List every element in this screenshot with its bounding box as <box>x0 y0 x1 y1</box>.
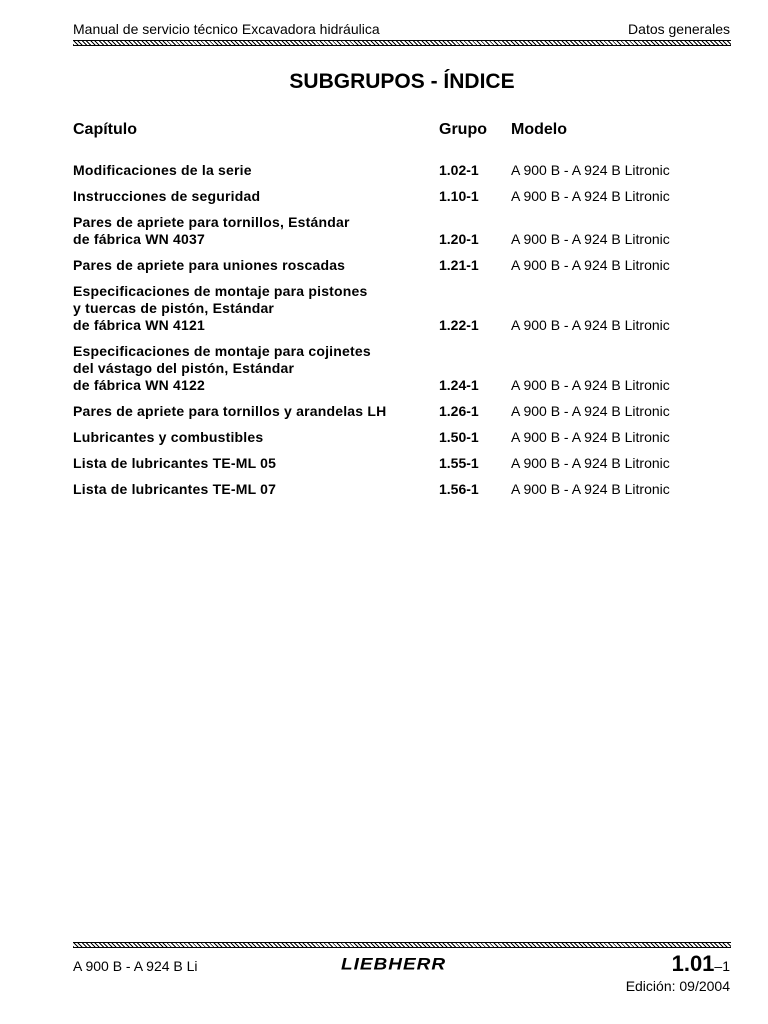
model-range: A 900 B - A 924 B Litronic <box>511 455 670 471</box>
page-number-main: 1.01 <box>671 951 715 976</box>
liebherr-logo <box>341 955 463 977</box>
chapter-title <box>73 214 350 248</box>
group-number: 1.02-1 <box>439 162 479 178</box>
group-number: 1.21-1 <box>439 257 479 273</box>
chapter-title <box>73 481 276 498</box>
liebherr-logo-icon <box>341 955 463 972</box>
model-range: A 900 B - A 924 B Litronic <box>511 481 670 497</box>
chapter-title <box>73 455 276 472</box>
chapter-title-line: Instrucciones de seguridad <box>73 188 261 204</box>
group-number: 1.55-1 <box>439 455 479 471</box>
chapter-title <box>73 403 386 420</box>
edition-date: Edición: 09/2004 <box>625 978 730 994</box>
chapter-title-line: Pares de apriete para tornillos y arandelas LH <box>73 403 387 419</box>
chapter-title-line: Lubricantes y combustibles <box>73 429 264 445</box>
group-number: 1.22-1 <box>439 317 479 333</box>
page-number <box>672 951 730 977</box>
model-range: A 900 B - A 924 B Litronic <box>511 377 670 393</box>
chapter-title <box>73 162 252 179</box>
group-number: 1.10-1 <box>439 188 479 204</box>
chapter-title <box>73 188 260 205</box>
page-number-sub: –1 <box>714 958 730 974</box>
column-header-group: Grupo <box>439 121 487 138</box>
model-range: A 900 B - A 924 B Litronic <box>511 317 670 333</box>
model-range: A 900 B - A 924 B Litronic <box>511 429 670 445</box>
model-range: A 900 B - A 924 B Litronic <box>511 403 670 419</box>
model-range: A 900 B - A 924 B Litronic <box>511 231 670 247</box>
footer-divider <box>73 942 731 948</box>
column-header-model: Modelo <box>511 121 567 138</box>
model-range: A 900 B - A 924 B Litronic <box>511 257 670 273</box>
chapter-title <box>73 429 263 446</box>
svg-text:LIEBHERR: LIEBHERR <box>341 954 447 972</box>
group-number: 1.26-1 <box>439 403 479 419</box>
group-number: 1.20-1 <box>439 231 479 247</box>
header-divider <box>73 40 731 46</box>
chapter-title-line: Pares de apriete para tornillos, Estándar <box>73 214 350 230</box>
column-header-chapter: Capítulo <box>73 121 137 138</box>
chapter-title-line: de fábrica WN 4121 <box>73 317 205 333</box>
chapter-title <box>73 343 371 394</box>
group-number: 1.24-1 <box>439 377 479 393</box>
group-number: 1.56-1 <box>439 481 479 497</box>
chapter-title-line: Especificaciones de montaje para cojinetes <box>73 343 371 359</box>
chapter-title-line: Lista de lubricantes TE-ML 05 <box>73 455 277 471</box>
chapter-title-line: y tuercas de pistón, Estándar <box>73 300 275 316</box>
footer-model: A 900 B - A 924 B Li <box>73 958 198 974</box>
chapter-title-line: Pares de apriete para uniones roscadas <box>73 257 346 273</box>
model-range: A 900 B - A 924 B Litronic <box>511 188 670 204</box>
chapter-title-line: del vástago del pistón, Estándar <box>73 360 295 376</box>
model-range: A 900 B - A 924 B Litronic <box>511 162 670 178</box>
chapter-title-line: de fábrica WN 4122 <box>73 377 205 393</box>
header-title: Manual de servicio técnico Excavadora hidráulica <box>73 21 380 37</box>
chapter-title-line: Especificaciones de montaje para pistones <box>73 283 368 299</box>
chapter-title-line: Modificaciones de la serie <box>73 162 252 178</box>
header-section: Datos generales <box>628 21 730 37</box>
chapter-title-line: de fábrica WN 4037 <box>73 231 205 247</box>
chapter-title-line: Lista de lubricantes TE-ML 07 <box>73 481 277 497</box>
page-title: SUBGRUPOS - ÍNDICE <box>289 70 515 93</box>
group-number: 1.50-1 <box>439 429 479 445</box>
chapter-title <box>73 257 345 274</box>
chapter-title <box>73 283 368 334</box>
